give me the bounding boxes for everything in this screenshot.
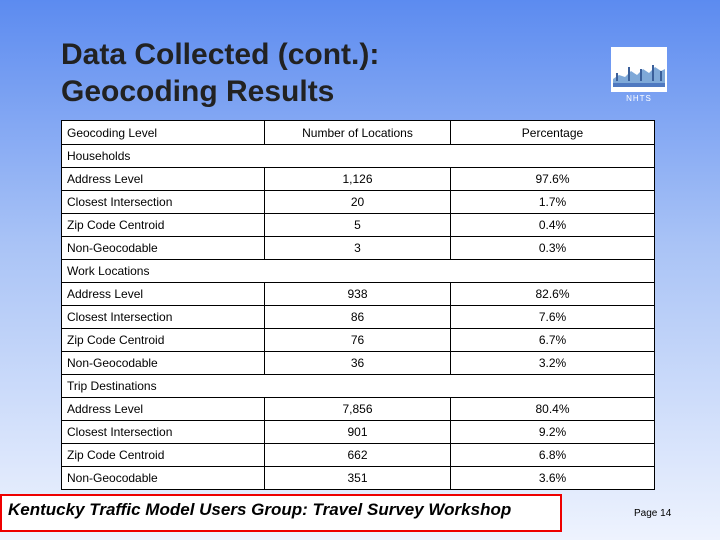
cell-number-of-locations: 5 <box>265 214 451 237</box>
footer-text: Kentucky Traffic Model Users Group: Travel Survey Workshop <box>8 500 512 519</box>
cell-geocoding-level: Closest Intersection <box>62 421 265 444</box>
cell-percentage: 9.2% <box>451 421 655 444</box>
page-number: Page 14 <box>634 508 672 519</box>
group-label: Households <box>62 145 655 168</box>
header-row <box>62 121 655 145</box>
table-row <box>62 444 655 467</box>
header-number-of-locations: Number of Locations <box>265 121 451 145</box>
cell-number-of-locations: 1,126 <box>265 168 451 191</box>
cell-percentage: 7.6% <box>451 306 655 329</box>
table-row <box>62 421 655 444</box>
slide-title <box>61 36 561 110</box>
cell-geocoding-level: Non-Geocodable <box>62 237 265 260</box>
cell-percentage: 80.4% <box>451 398 655 421</box>
cell-percentage: 3.6% <box>451 467 655 490</box>
cell-number-of-locations: 901 <box>265 421 451 444</box>
cell-percentage: 3.2% <box>451 352 655 375</box>
cell-number-of-locations: 20 <box>265 191 451 214</box>
cell-percentage: 6.7% <box>451 329 655 352</box>
cell-percentage: 6.8% <box>451 444 655 467</box>
logo-image <box>611 47 667 92</box>
nhts-logo <box>611 47 667 105</box>
cell-geocoding-level: Zip Code Centroid <box>62 444 265 467</box>
cell-geocoding-level: Non-Geocodable <box>62 352 265 375</box>
cell-geocoding-level: Zip Code Centroid <box>62 214 265 237</box>
cell-number-of-locations: 351 <box>265 467 451 490</box>
cell-number-of-locations: 7,856 <box>265 398 451 421</box>
table-row <box>62 306 655 329</box>
title-line-1: Data Collected (cont.): <box>61 38 380 71</box>
cell-geocoding-level: Zip Code Centroid <box>62 329 265 352</box>
cell-geocoding-level: Closest Intersection <box>62 306 265 329</box>
table-row <box>62 237 655 260</box>
table-row <box>62 398 655 421</box>
cell-number-of-locations: 662 <box>265 444 451 467</box>
header-geocoding-level: Geocoding Level <box>62 121 265 145</box>
table-row <box>62 467 655 490</box>
table-row <box>62 168 655 191</box>
group-label: Trip Destinations <box>62 375 655 398</box>
table-row <box>62 352 655 375</box>
cell-geocoding-level: Address Level <box>62 283 265 306</box>
table-row <box>62 329 655 352</box>
group-row <box>62 260 655 283</box>
cell-number-of-locations: 3 <box>265 237 451 260</box>
group-row <box>62 375 655 398</box>
cell-geocoding-level: Closest Intersection <box>62 191 265 214</box>
cell-percentage: 0.4% <box>451 214 655 237</box>
title-line-2: Geocoding Results <box>61 75 335 108</box>
cell-geocoding-level: Address Level <box>62 168 265 191</box>
cell-number-of-locations: 86 <box>265 306 451 329</box>
cell-geocoding-level: Non-Geocodable <box>62 467 265 490</box>
cell-percentage: 97.6% <box>451 168 655 191</box>
table-row <box>62 214 655 237</box>
group-label: Work Locations <box>62 260 655 283</box>
cell-geocoding-level: Address Level <box>62 398 265 421</box>
header-percentage: Percentage <box>451 121 655 145</box>
cell-percentage: 82.6% <box>451 283 655 306</box>
logo-text: NHTS <box>626 94 652 103</box>
cell-number-of-locations: 36 <box>265 352 451 375</box>
cell-number-of-locations: 76 <box>265 329 451 352</box>
cell-percentage: 1.7% <box>451 191 655 214</box>
cell-number-of-locations: 938 <box>265 283 451 306</box>
geocoding-results-table <box>61 120 655 490</box>
cell-percentage: 0.3% <box>451 237 655 260</box>
group-row <box>62 145 655 168</box>
table-row <box>62 283 655 306</box>
table-row <box>62 191 655 214</box>
